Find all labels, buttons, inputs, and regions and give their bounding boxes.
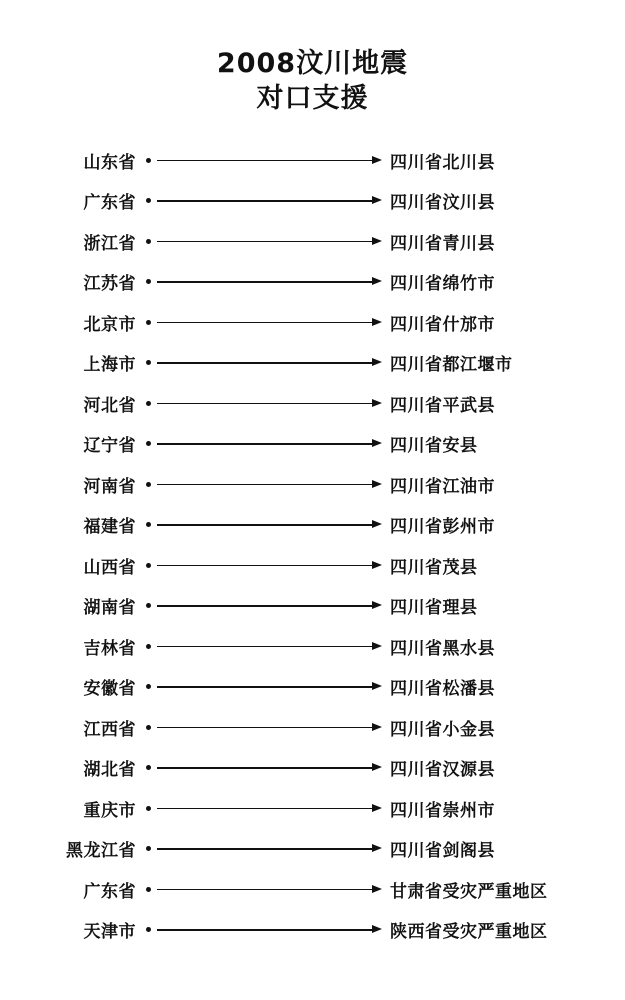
target-county-label: 四川省茂县 [390, 557, 478, 578]
line-segment [157, 160, 373, 162]
arrow-line [157, 520, 382, 530]
pair-row [18, 748, 607, 789]
source-province-label: 北京市 [83, 314, 136, 335]
arrow-line [157, 803, 382, 813]
line-segment [157, 281, 373, 283]
arrow-head-icon [372, 723, 382, 731]
bullet-dot-icon [146, 887, 151, 892]
target-county-label: 四川省青川县 [390, 233, 495, 254]
source-province-label: 广东省 [83, 881, 136, 902]
line-segment [157, 241, 373, 243]
source-province-label: 山东省 [83, 152, 136, 173]
bullet-dot-icon [146, 279, 151, 284]
source-province-label: 湖北省 [83, 760, 136, 781]
bullet-dot-icon [146, 401, 151, 406]
arrow-connector [146, 636, 382, 656]
arrow-connector [146, 920, 382, 940]
arrow-head-icon [372, 277, 382, 285]
bullet-dot-icon [146, 239, 151, 244]
bullet-dot-icon [146, 927, 151, 932]
source-province-label: 重庆市 [83, 800, 136, 821]
source-province-label: 吉林省 [83, 638, 136, 659]
pair-row [18, 140, 607, 181]
title-line-1: 2008汶川地震 [216, 48, 409, 79]
source-province-label: 江西省 [83, 719, 136, 740]
target-county-label: 四川省汉源县 [390, 760, 495, 781]
arrow-line [157, 763, 382, 773]
arrow-line [157, 884, 382, 894]
source-province-label: 江苏省 [83, 274, 136, 295]
bullet-dot-icon [146, 806, 151, 811]
arrow-head-icon [372, 399, 382, 407]
pair-list [0, 140, 625, 950]
bullet-dot-icon [146, 684, 151, 689]
arrow-connector [146, 879, 382, 899]
arrow-connector [146, 515, 382, 535]
line-segment [157, 646, 373, 648]
pair-row [18, 383, 607, 424]
source-province-label: 安徽省 [83, 679, 136, 700]
pair-row [18, 869, 607, 910]
arrow-head-icon [372, 885, 382, 893]
title-line-2: 对口支援 [256, 83, 369, 114]
line-segment [157, 848, 373, 850]
arrow-connector [146, 677, 382, 697]
bullet-dot-icon [146, 482, 151, 487]
arrow-head-icon [372, 844, 382, 852]
pair-row [18, 910, 607, 951]
line-segment [157, 808, 373, 810]
line-segment [157, 322, 373, 324]
arrow-head-icon [372, 439, 382, 447]
line-segment [157, 605, 373, 607]
target-county-label: 四川省松潘县 [390, 679, 495, 700]
bullet-dot-icon [146, 198, 151, 203]
line-segment [157, 484, 373, 486]
arrow-connector [146, 596, 382, 616]
arrow-connector [146, 839, 382, 859]
source-province-label: 河北省 [83, 395, 136, 416]
arrow-line [157, 844, 382, 854]
arrow-head-icon [372, 601, 382, 609]
arrow-connector [146, 758, 382, 778]
target-county-label: 四川省崇州市 [390, 800, 495, 821]
bullet-dot-icon [146, 563, 151, 568]
arrow-head-icon [372, 763, 382, 771]
arrow-line [157, 439, 382, 449]
source-province-label: 山西省 [83, 557, 136, 578]
pair-row [18, 262, 607, 303]
arrow-head-icon [372, 480, 382, 488]
bullet-dot-icon [146, 644, 151, 649]
source-province-label: 黑龙江省 [66, 841, 136, 862]
line-segment [157, 929, 373, 931]
pair-row [18, 302, 607, 343]
pair-row [18, 788, 607, 829]
bullet-dot-icon [146, 522, 151, 527]
bullet-dot-icon [146, 441, 151, 446]
target-county-label: 四川省绵竹市 [390, 274, 495, 295]
line-segment [157, 443, 373, 445]
arrow-head-icon [372, 156, 382, 164]
target-county-label: 四川省什邡市 [390, 314, 495, 335]
bullet-dot-icon [146, 765, 151, 770]
target-county-label: 四川省江油市 [390, 476, 495, 497]
arrow-line [157, 641, 382, 651]
line-segment [157, 686, 373, 688]
page-title [0, 0, 625, 116]
source-province-label: 天津市 [83, 922, 136, 943]
arrow-head-icon [372, 318, 382, 326]
arrow-head-icon [372, 561, 382, 569]
pair-row [18, 586, 607, 627]
source-province-label: 上海市 [83, 355, 136, 376]
pair-row [18, 667, 607, 708]
bullet-dot-icon [146, 603, 151, 608]
arrow-connector [146, 798, 382, 818]
pair-row [18, 343, 607, 384]
pair-row [18, 829, 607, 870]
arrow-connector [146, 231, 382, 251]
arrow-head-icon [372, 520, 382, 528]
line-segment [157, 889, 373, 891]
line-segment [157, 200, 373, 202]
arrow-line [157, 398, 382, 408]
source-province-label: 浙江省 [83, 233, 136, 254]
pair-row [18, 505, 607, 546]
target-county-label: 四川省汶川县 [390, 193, 495, 214]
arrow-connector [146, 555, 382, 575]
arrow-connector [146, 312, 382, 332]
arrow-line [157, 560, 382, 570]
arrow-connector [146, 434, 382, 454]
arrow-head-icon [372, 642, 382, 650]
arrow-line [157, 155, 382, 165]
arrow-connector [146, 150, 382, 170]
target-county-label: 甘肃省受灾严重地区 [390, 881, 548, 902]
bullet-dot-icon [146, 320, 151, 325]
arrow-line [157, 479, 382, 489]
arrow-connector [146, 393, 382, 413]
line-segment [157, 565, 373, 567]
target-county-label: 四川省平武县 [390, 395, 495, 416]
arrow-head-icon [372, 196, 382, 204]
arrow-line [157, 196, 382, 206]
line-segment [157, 362, 373, 364]
pair-row [18, 545, 607, 586]
target-county-label: 四川省剑阁县 [390, 841, 495, 862]
source-province-label: 福建省 [83, 517, 136, 538]
source-province-label: 湖南省 [83, 598, 136, 619]
pair-row [18, 707, 607, 748]
target-county-label: 四川省黑水县 [390, 638, 495, 659]
arrow-connector [146, 272, 382, 292]
line-segment [157, 727, 373, 729]
pair-row [18, 181, 607, 222]
target-county-label: 四川省理县 [390, 598, 478, 619]
bullet-dot-icon [146, 846, 151, 851]
target-county-label: 四川省都江堰市 [390, 355, 513, 376]
arrow-line [157, 925, 382, 935]
line-segment [157, 524, 373, 526]
arrow-line [157, 358, 382, 368]
pair-row [18, 424, 607, 465]
line-segment [157, 767, 373, 769]
arrow-line [157, 277, 382, 287]
target-county-label: 四川省北川县 [390, 152, 495, 173]
arrow-line [157, 317, 382, 327]
arrow-line [157, 601, 382, 611]
arrow-head-icon [372, 358, 382, 366]
arrow-line [157, 236, 382, 246]
arrow-connector [146, 717, 382, 737]
arrow-head-icon [372, 804, 382, 812]
arrow-connector [146, 353, 382, 373]
arrow-line [157, 722, 382, 732]
target-county-label: 四川省彭州市 [390, 517, 495, 538]
bullet-dot-icon [146, 725, 151, 730]
source-province-label: 辽宁省 [83, 436, 136, 457]
line-segment [157, 403, 373, 405]
bullet-dot-icon [146, 360, 151, 365]
arrow-connector [146, 474, 382, 494]
arrow-head-icon [372, 237, 382, 245]
bullet-dot-icon [146, 158, 151, 163]
source-province-label: 广东省 [83, 193, 136, 214]
pair-row [18, 221, 607, 262]
arrow-head-icon [372, 682, 382, 690]
target-county-label: 四川省安县 [390, 436, 478, 457]
pair-row [18, 464, 607, 505]
source-province-label: 河南省 [83, 476, 136, 497]
arrow-connector [146, 191, 382, 211]
arrow-line [157, 682, 382, 692]
arrow-head-icon [372, 925, 382, 933]
pair-row [18, 626, 607, 667]
target-county-label: 陕西省受灾严重地区 [390, 922, 548, 943]
target-county-label: 四川省小金县 [390, 719, 495, 740]
